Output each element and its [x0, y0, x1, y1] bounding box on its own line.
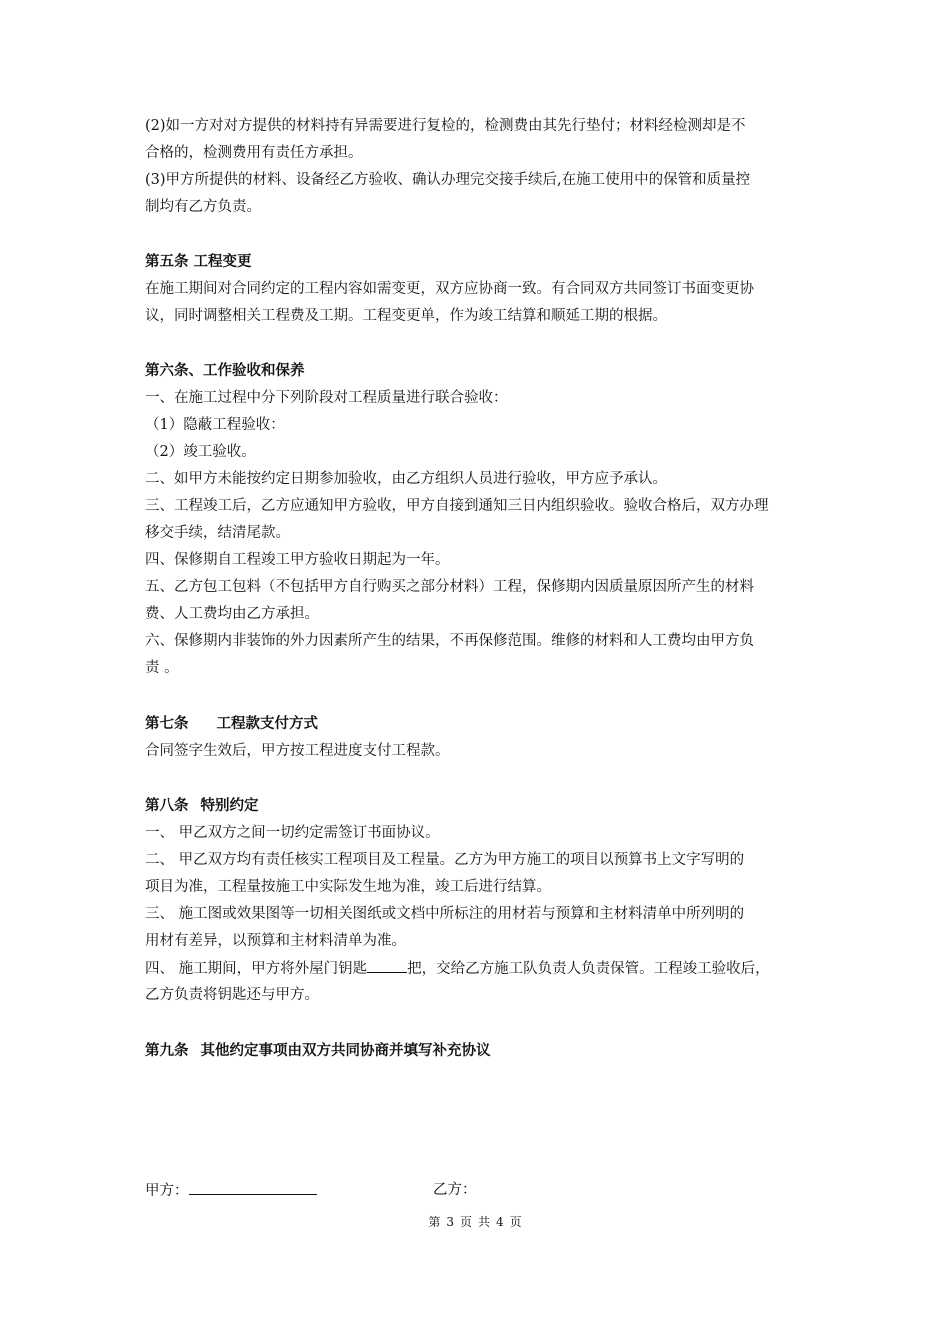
clause8-line2: 二、 甲乙双方均有责任核实工程项目及工程量。乙方为甲方施工的项目以预算书上文字写明的: [145, 852, 745, 868]
clause9-heading-number: 第九条: [145, 1043, 189, 1059]
clause4-line2: 合格的，检测费用有责任方承担。: [145, 145, 363, 161]
clause8-line4: 三、 施工图或效果图等一切相关图纸或文档中所标注的用材若与预算和主材料清单中所列明的: [145, 906, 745, 922]
clause8-line5: 用材有差异，以预算和主材料清单为准。: [145, 933, 406, 949]
clause7-heading-number: 第七条: [145, 716, 189, 732]
clause8-line6-end: 把，交给乙方施工队负责人负责保管。工程竣工验收后，: [407, 961, 770, 977]
clause6-line6: 移交手续，结清尾款。: [145, 525, 290, 541]
clause6-line4: 二、如甲方未能按约定日期参加验收，由乙方组织人员进行验收，甲方应予承认。: [145, 471, 667, 487]
footer-word-ye: 页: [459, 1215, 472, 1229]
clause5-line2: 议，同时调整相关工程费及工期。工程变更单，作为竣工结算和顺延工期的根据。: [145, 308, 667, 324]
footer-word-di: 第: [428, 1215, 441, 1229]
footer-word-gong: 共: [478, 1215, 491, 1229]
total-pages: 4: [496, 1215, 504, 1229]
clause8-heading-title: 特别约定: [200, 798, 259, 814]
clause7-heading: [145, 714, 318, 734]
clause8-heading: [145, 796, 259, 816]
clause4-line3: (3)甲方所提供的材料、设备经乙方验收、确认办理完交接手续后,在施工使用中的保管和质量控: [145, 172, 751, 188]
clause9-heading: [145, 1041, 491, 1061]
party-b-label: 乙方：: [433, 1182, 477, 1198]
clause6-line7: 四、保修期自工程竣工甲方验收日期起为一年。: [145, 552, 450, 568]
clause5-line1: 在施工期间对合同约定的工程内容如需变更，双方应协商一致。有合同双方共同签订书面变更协: [145, 281, 754, 297]
clause6-line2: （1）隐蔽工程验收：: [145, 417, 285, 433]
signature-row: [145, 1180, 805, 1201]
party-a-label: 甲方：: [145, 1183, 189, 1199]
clause9-heading-title: 其他约定事项由双方共同协商并填写补充协议: [200, 1043, 491, 1059]
clause6-heading: 第六条、工作验收和保养: [145, 363, 305, 379]
clause7-heading-title: 工程款支付方式: [216, 716, 318, 732]
clause6-line9: 费、人工费均由乙方承担。: [145, 606, 319, 622]
clause8-line7: 乙方负责将钥匙还与甲方。: [145, 987, 319, 1003]
key-count-blank: [367, 958, 407, 973]
footer-word-ye2: 页: [509, 1215, 522, 1229]
clause4-line1: (2)如一方对对方提供的材料持有异需要进行复检的，检测费由其先行垫付；材料经检测却是不: [145, 118, 746, 134]
clause6-line1: 一、在施工过程中分下列阶段对工程质量进行联合验收：: [145, 390, 508, 406]
clause6-line5: 三、工程竣工后，乙方应通知甲方验收，甲方自接到通知三日内组织验收。验收合格后，双方办理: [145, 498, 769, 514]
clause6-line10: 六、保修期内非装饰的外力因素所产生的结果，不再保修范围。维修的材料和人工费均由甲方负: [145, 633, 754, 649]
clause4-line4: 制均有乙方负责。: [145, 199, 261, 215]
party-a-signature-line: [189, 1180, 317, 1195]
clause6-line11: 责 。: [145, 660, 179, 676]
clause6-line8: 五、乙方包工包料（不包括甲方自行购买之部分材料）工程，保修期内因质量原因所产生的材料: [145, 579, 754, 595]
clause8-line6-start: 四、 施工期间，甲方将外屋门钥匙: [145, 961, 368, 977]
clause8-heading-number: 第八条: [145, 798, 189, 814]
clause5-heading: 第五条 工程变更: [145, 254, 252, 270]
page-number: 3: [446, 1215, 454, 1229]
clause8-line6: [145, 958, 770, 979]
clause7-line1: 合同签字生效后，甲方按工程进度支付工程款。: [145, 743, 450, 759]
clause6-line3: （2）竣工验收。: [145, 444, 256, 460]
clause8-line3: 项目为准，工程量按施工中实际发生地为准，竣工后进行结算。: [145, 879, 551, 895]
clause8-line1: 一、 甲乙双方之间一切约定需签订书面协议。: [145, 825, 440, 841]
page-footer: [0, 1213, 950, 1231]
